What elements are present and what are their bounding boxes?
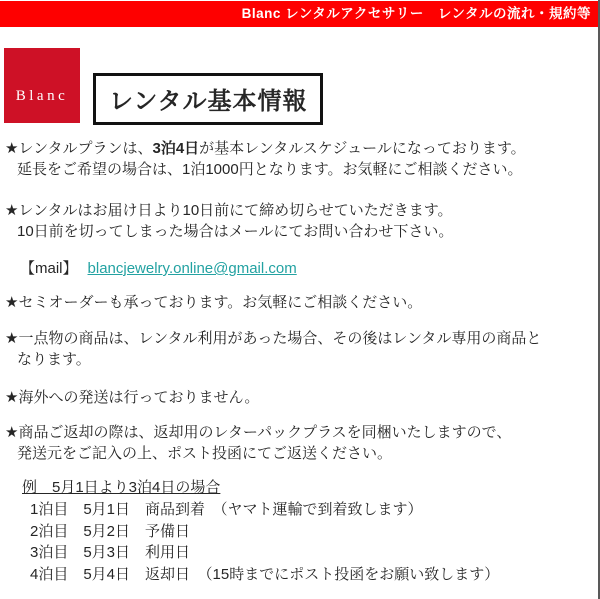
return-line-1: ★商品ご返却の際は、返却用のレターパックプラスを同梱いたしますので、 xyxy=(5,424,512,441)
paragraph-semi-order: ★セミオーダーも承っております。お気軽にご相談ください。 xyxy=(5,294,423,311)
paragraph-one-of-a-kind xyxy=(5,328,594,370)
example-heading: 例 5月1日より3泊4日の場合 xyxy=(22,479,221,496)
example-row-4: 4泊目 5月4日 返却日 （15時までにポスト投函をお願い致します） xyxy=(30,565,500,583)
mail-label: 【mail】 xyxy=(20,260,78,277)
one-of-a-kind-line-2: なります。 xyxy=(17,351,91,368)
return-line-2: 発送元をご記入の上、ポスト投函にてご返送ください。 xyxy=(17,445,393,462)
deadline-line-1: ★レンタルはお届け日より10日前にて締め切らせていただきます。 xyxy=(5,202,453,219)
paragraph-rental-plan xyxy=(5,138,594,180)
plan-line1-post: が基本レンタルスケジュールになっております。 xyxy=(199,140,526,157)
example-schedule xyxy=(5,477,594,585)
header-zone xyxy=(0,27,598,131)
example-row-3: 3泊目 5月3日 利用日 xyxy=(30,544,191,561)
mail-row xyxy=(5,258,594,279)
example-row-2: 2泊目 5月2日 予備日 xyxy=(30,522,191,540)
email-link[interactable]: blancjewelry.online@gmail.com xyxy=(87,260,297,277)
deadline-line-2: 10日前を切ってしまった場合はメールにてお問い合わせ下さい。 xyxy=(17,223,454,240)
blanc-logo: Blanc xyxy=(4,48,80,123)
page-title: レンタル基本情報 xyxy=(93,73,323,125)
paragraph-deadline xyxy=(5,200,594,242)
top-banner: Blanc レンタルアクセサリー レンタルの流れ・規約等 xyxy=(0,1,598,27)
example-row-1: 1泊目 5月1日 商品到着 （ヤマト運輸で到着致します） xyxy=(30,501,423,518)
one-of-a-kind-line-1: ★一点物の商品は、レンタル利用があった場合、その後はレンタル専用の商品と xyxy=(5,330,542,347)
plan-line-1 xyxy=(5,138,594,159)
paragraph-return-policy xyxy=(5,422,594,464)
body-content xyxy=(0,131,598,585)
plan-line-2: 延長をご希望の場合は、1泊1000円となります。お気軽にご相談ください。 xyxy=(17,161,523,178)
plan-line1-bold: 3泊4日 xyxy=(152,140,200,157)
paragraph-overseas: ★海外への発送は行っておりません。 xyxy=(5,389,260,406)
plan-line1-pre: ★レンタルプランは、 xyxy=(5,140,153,157)
